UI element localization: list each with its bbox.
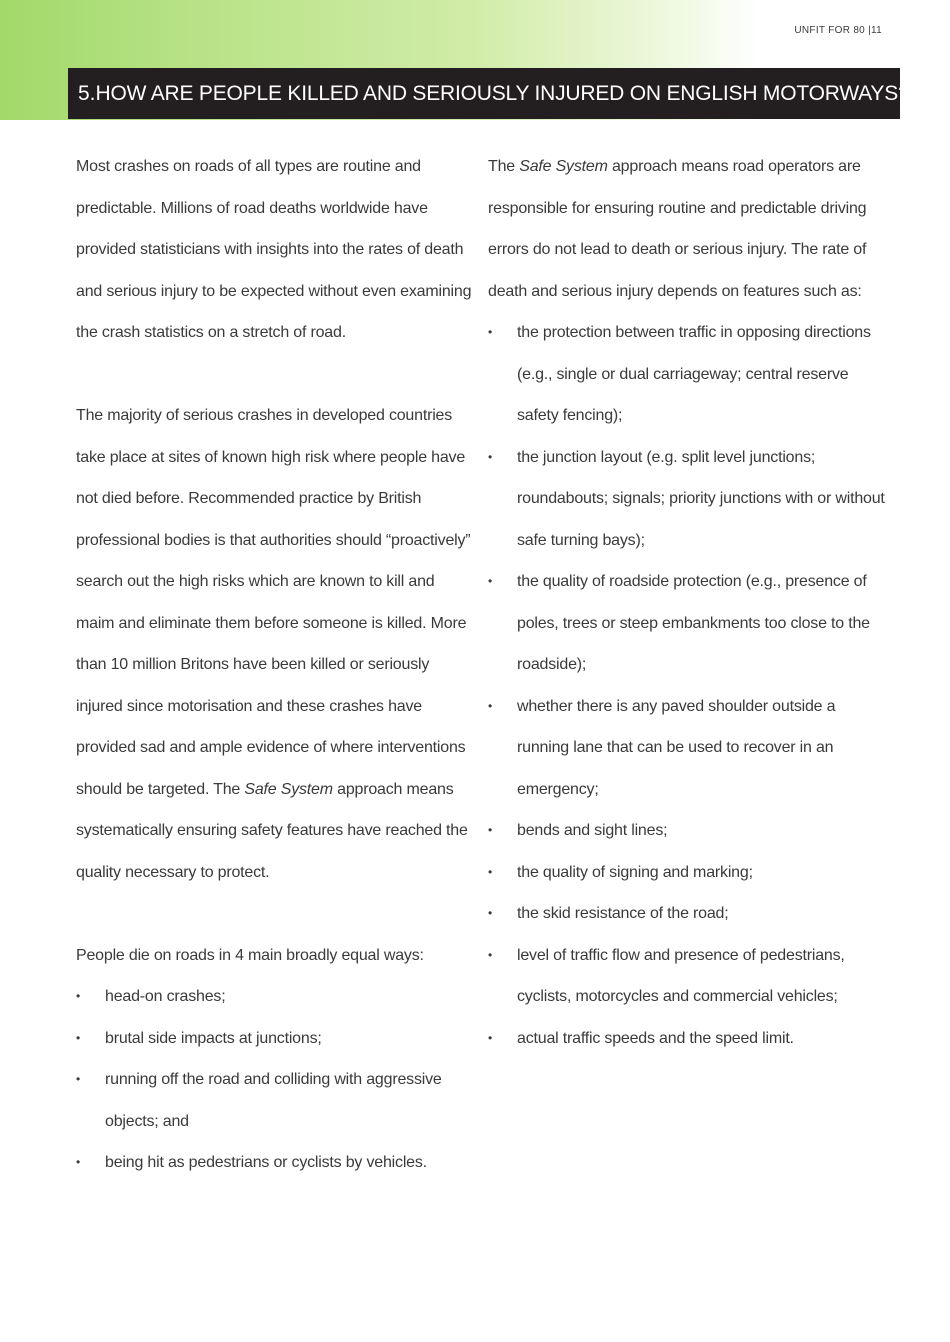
bullet-icon: • <box>76 1155 81 1169</box>
bullet-icon: • <box>76 989 81 1003</box>
paragraph: The majority of serious crashes in developed countries take place at sites of known high risk where people have not died before. Recommended practice by British professional bodies is that authorities should “proactively” search out the high risks which are known to kill and maim and eliminate them before someone is killed. More than 10 million Britons have been killed or seriously injured since motorisation and these crashes have provided sad and ample evidence of where interventions should be targeted. The Safe System approach means systematically ensuring safety features have reached the quality necessary to protect. <box>76 407 471 881</box>
paragraph: People die on roads in 4 main broadly equal ways: <box>76 946 424 964</box>
list-item: • whether there is any paved shoulder outside a running lane that can be used to recover in an emergency; <box>488 686 888 811</box>
bullet-icon: • <box>488 1030 493 1045</box>
section-number: 5. <box>78 81 96 105</box>
bullet-icon: • <box>488 864 493 879</box>
page-header-label: UNFIT FOR 80 |11 <box>794 25 882 36</box>
list-item: • the quality of roadside protection (e.g., presence of poles, trees or steep embankments too close to the roadside); <box>488 561 888 686</box>
list-item: • the quality of signing and marking; <box>488 852 888 894</box>
bullet-icon: • <box>488 947 493 962</box>
section-title: HOW ARE PEOPLE KILLED AND SERIOUSLY INJURED ON ENGLISH MOTORWAYS? <box>95 81 910 105</box>
right-column <box>488 146 888 1059</box>
list-item: • level of traffic flow and presence of pedestrians, cyclists, motorcycles and commercial vehicles; <box>488 935 888 1018</box>
list-item: • head-on crashes; <box>76 976 476 1018</box>
section-title-bar <box>68 68 910 119</box>
list-item: • the protection between traffic in opposing directions (e.g., single or dual carriageway; central reserve safety fencing); <box>488 312 888 437</box>
bullet-icon: • <box>76 1030 81 1045</box>
list-item: • being hit as pedestrians or cyclists by vehicles. <box>76 1142 476 1184</box>
left-column <box>76 146 476 1184</box>
bullet-icon: • <box>488 449 493 464</box>
list-item: • actual traffic speeds and the speed limit. <box>488 1018 888 1060</box>
list-item: • the junction layout (e.g. split level junctions; roundabouts; signals; priority junctions with or without safe turning bays); <box>488 437 888 562</box>
list-item: • brutal side impacts at junctions; <box>76 1018 476 1060</box>
bullet-icon: • <box>76 1072 81 1086</box>
bullet-icon: • <box>488 698 493 713</box>
bullet-icon: • <box>488 325 493 339</box>
bullet-icon: • <box>488 823 493 837</box>
paragraph: Most crashes on roads of all types are routine and predictable. Millions of road deaths worldwide have provided statisticians with insights into the rates of death and serious injury to be expected without even examining the crash statistics on a stretch of road. <box>76 158 472 341</box>
paragraph: The Safe System approach means road operators are responsible for ensuring routine and predictable driving errors do not lead to death or serious injury. The rate of death and serious injury depends on features such as: <box>488 158 867 300</box>
list-item: • running off the road and colliding with aggressive objects; and <box>76 1059 476 1142</box>
crash-types-list <box>76 976 476 1184</box>
list-item: • the skid resistance of the road; <box>488 893 888 935</box>
risk-features-list <box>488 312 888 1059</box>
bullet-icon: • <box>488 906 493 920</box>
list-item: • bends and sight lines; <box>488 810 888 852</box>
bullet-icon: • <box>488 574 493 588</box>
